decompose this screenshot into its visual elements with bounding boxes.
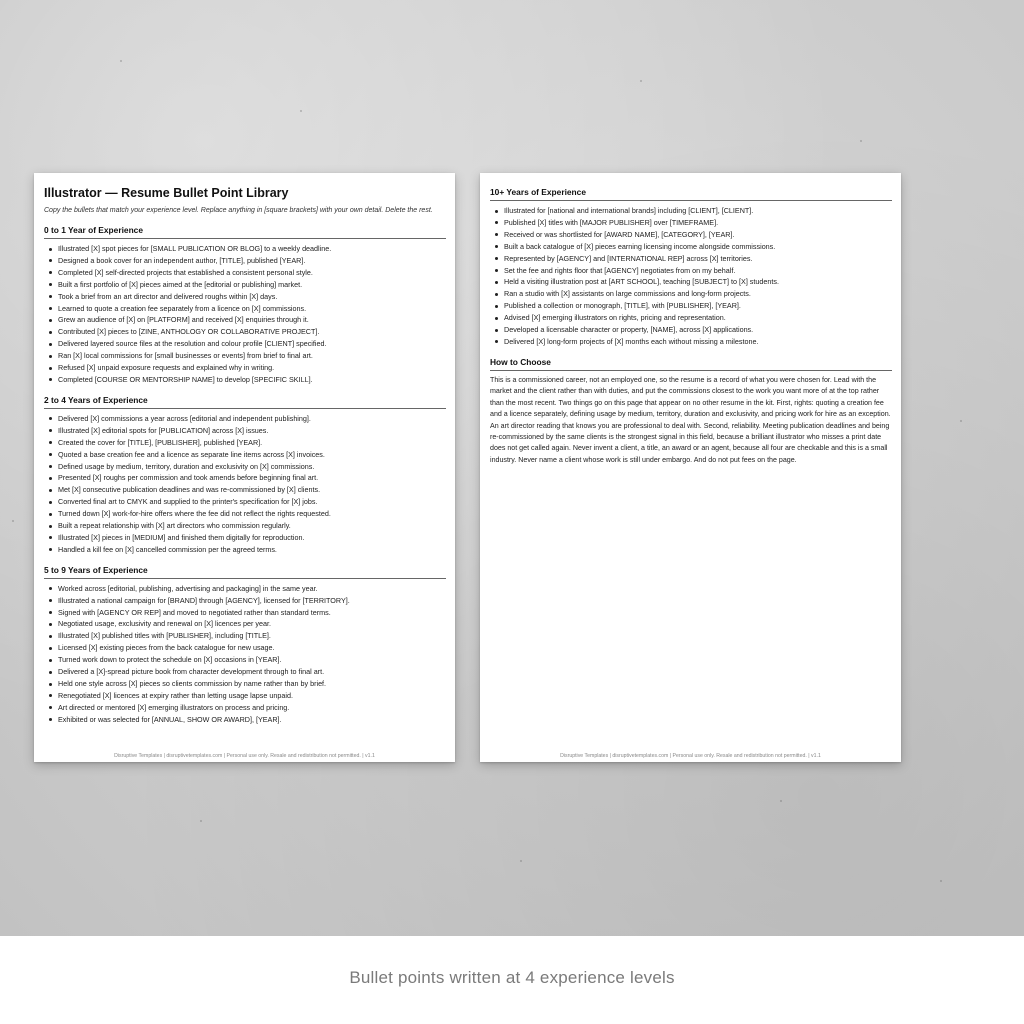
bullet-item: [44, 437, 446, 449]
bullet-text: Held one style across [X] pieces so clients commission by name rather than by brief.: [58, 679, 327, 688]
bullet-dot-icon: [49, 429, 52, 432]
bullet-item: [44, 508, 446, 520]
bullet-item: [44, 714, 446, 726]
bullet-text: Refused [X] unpaid exposure requests and explained why in writing.: [58, 363, 275, 373]
bullet-item: [490, 205, 892, 217]
section-10-plus-years: [490, 187, 892, 348]
bullet-dot-icon: [49, 441, 52, 444]
bullet-text: Illustrated [X] pieces in [MEDIUM] and finished them digitally for reproduction.: [58, 532, 305, 542]
bullet-list: [490, 205, 892, 348]
how-to-choose-section: [490, 357, 892, 466]
bullet-dot-icon: [49, 489, 52, 492]
bullet-item: [44, 267, 446, 279]
bullet-dot-icon: [49, 283, 52, 286]
bullet-text: Built a repeat relationship with [X] art directors who commission regularly.: [58, 521, 291, 531]
bullet-text: Converted final art to CMYK and supplied to the printer's specification for [X] jobs.: [58, 497, 318, 507]
bullet-item: [490, 217, 892, 229]
document-title: Illustrator — Resume Bullet Point Library: [44, 186, 289, 200]
bullet-item: [44, 449, 446, 461]
bullet-dot-icon: [49, 611, 52, 614]
bullet-dot-icon: [49, 513, 52, 516]
bullet-item: [44, 678, 446, 690]
bullet-dot-icon: [49, 548, 52, 551]
bullet-dot-icon: [49, 295, 52, 298]
bullet-item: [44, 461, 446, 473]
bullet-dot-icon: [495, 257, 498, 260]
bullet-text: Delivered [X] commissions a year across [editorial and independent publishing].: [58, 413, 311, 423]
bullet-text: Presented [X] roughs per commission and took amends before beginning final art.: [58, 473, 319, 483]
bullet-item: [44, 630, 446, 642]
bullet-dot-icon: [495, 281, 498, 284]
bullet-dot-icon: [49, 659, 52, 662]
section-2-4-years: [44, 395, 446, 556]
bullet-text: Met [X] consecutive publication deadlines and was re-commissioned by [X] clients.: [58, 485, 321, 495]
bullet-text: Advised [X] emerging illustrators on rights, pricing and representation.: [504, 313, 726, 323]
bullet-item: [490, 276, 892, 288]
bullet-text: Contributed [X] pieces to [ZINE, ANTHOLOGY OR COLLABORATIVE PROJECT].: [58, 327, 320, 337]
bullet-dot-icon: [49, 319, 52, 322]
bullet-dot-icon: [49, 647, 52, 650]
bullet-dot-icon: [49, 706, 52, 709]
bullet-item: [490, 312, 892, 324]
bullet-item: [44, 425, 446, 437]
bullet-text: Published [X] titles with [MAJOR PUBLISHER] over [TIMEFRAME].: [504, 217, 719, 227]
bullet-text: Ran [X] local commissions for [small businesses or events] from brief to final art.: [58, 351, 313, 361]
bullet-dot-icon: [49, 587, 52, 590]
bullet-item: [44, 374, 446, 386]
bullet-item: [44, 303, 446, 315]
bullet-text: Art directed or mentored [X] emerging illustrators on process and pricing.: [58, 702, 290, 712]
bullet-item: [490, 324, 892, 336]
bullet-dot-icon: [49, 525, 52, 528]
bullet-item: [490, 241, 892, 253]
bullet-item: [490, 288, 892, 300]
bullet-item: [44, 702, 446, 714]
texture-speck: [520, 860, 522, 862]
bullet-text: Completed [COURSE OR MENTORSHIP NAME] to develop [SPECIFIC SKILL].: [58, 374, 313, 384]
bullet-dot-icon: [49, 259, 52, 262]
texture-speck: [960, 420, 962, 422]
bullet-item: [44, 326, 446, 338]
bullet-item: [44, 583, 446, 595]
bullet-item: [490, 253, 892, 265]
bullet-dot-icon: [495, 340, 498, 343]
page-footer: Disruptive Templates | disruptivetemplates.com | Personal use only. Resale and redistribution not permitted. | v1.1: [560, 753, 821, 759]
bullet-text: Worked across [editorial, publishing, advertising and packaging] in the same year.: [58, 583, 318, 593]
bullet-text: Quoted a base creation fee and a licence as separate line items across [X] invoices.: [58, 449, 325, 459]
bullet-item: [44, 362, 446, 374]
bullet-text: Completed [X] self-directed projects that established a consistent personal style.: [58, 267, 313, 277]
caption-bar: [0, 936, 1024, 1024]
bullet-item: [44, 666, 446, 678]
bullet-text: Defined usage by medium, territory, duration and exclusivity on [X] commissions.: [58, 461, 315, 471]
bullet-dot-icon: [49, 453, 52, 456]
bullet-dot-icon: [49, 718, 52, 721]
bullet-item: [44, 607, 446, 619]
bullet-item: [490, 265, 892, 277]
bullet-item: [44, 484, 446, 496]
bullet-text: Built a back catalogue of [X] pieces earning licensing income alongside commissions.: [504, 241, 776, 251]
bullet-item: [44, 642, 446, 654]
bullet-text: Illustrated [X] published titles with [PUBLISHER], including [TITLE].: [58, 631, 271, 641]
bullet-dot-icon: [495, 221, 498, 224]
bullet-text: Illustrated [X] spot pieces for [SMALL PUBLICATION OR BLOG] to a weekly deadline.: [58, 244, 332, 253]
resume-page-2: [480, 173, 901, 762]
bullet-dot-icon: [49, 694, 52, 697]
how-to-choose-paragraph: This is a commissioned career, not an employed one, so the resume is a record of what you were chosen for. Lead with the market and the client rather than with duties, and put the commissions closest to the work you want more of at the top rather than the most recent. Two things go on this page that appear on no other resume in the kit. First, rights: quoting a creation fee and a licence separately, defining usage by medium, territory, duration and exclusivity, and pricing work for hire as an exception. An art director reading that knows you are professional to deal with. Second, reliability. Meeting publication deadlines and being re-commissioned by the same clients is the strongest signal in this field, because a brilliant illustrator who misses a print date does not get called again. Never invent a client, a title, an award or an agent, because all four are checkable and this is a small industry. Never name a client whose work is still under embargo. And do not put fees on the page.: [490, 375, 891, 464]
bullet-item: [44, 291, 446, 303]
bullet-text: Ran a studio with [X] assistants on large commissions and long-form projects.: [504, 289, 751, 299]
texture-speck: [780, 800, 782, 802]
image-caption: Bullet points written at 4 experience levels: [349, 968, 675, 987]
bullet-item: [490, 229, 892, 241]
bullet-dot-icon: [49, 331, 52, 334]
bullet-dot-icon: [49, 671, 52, 674]
bullet-dot-icon: [49, 307, 52, 310]
bullet-text: Built a first portfolio of [X] pieces aimed at the [editorial or publishing] market.: [58, 279, 303, 289]
bullet-dot-icon: [49, 417, 52, 420]
bullet-dot-icon: [495, 210, 498, 213]
section-heading: 2 to 4 Years of Experience: [44, 395, 446, 409]
bullet-dot-icon: [49, 271, 52, 274]
texture-speck: [860, 140, 862, 142]
texture-speck: [640, 80, 642, 82]
bullet-dot-icon: [49, 378, 52, 381]
bullet-text: Illustrated a national campaign for [BRAND] through [AGENCY], licensed for [TERRITORY].: [58, 595, 350, 605]
bullet-item: [490, 300, 892, 312]
bullet-item: [44, 255, 446, 267]
bullet-text: Illustrated for [national and international brands] including [CLIENT], [CLIENT].: [504, 206, 754, 215]
bullet-dot-icon: [49, 477, 52, 480]
section-heading: 0 to 1 Year of Experience: [44, 225, 446, 239]
bullet-item: [44, 532, 446, 544]
section-heading: How to Choose: [490, 357, 892, 371]
bullet-text: Licensed [X] existing pieces from the back catalogue for new usage.: [58, 643, 275, 653]
bullet-text: Delivered [X] long-form projects of [X] months each without missing a milestone.: [504, 336, 759, 346]
bullet-dot-icon: [49, 599, 52, 602]
bullet-text: Exhibited or was selected for [ANNUAL, SHOW OR AWARD], [YEAR].: [58, 714, 282, 724]
texture-speck: [200, 820, 202, 822]
texture-speck: [120, 60, 122, 62]
bullet-text: Learned to quote a creation fee separately from a licence on [X] commissions.: [58, 303, 307, 313]
bullet-dot-icon: [495, 317, 498, 320]
bullet-text: Negotiated usage, exclusivity and renewal on [X] licences per year.: [58, 619, 271, 629]
bullet-list: [44, 583, 446, 726]
bullet-text: Published a collection or monograph, [TITLE], with [PUBLISHER], [YEAR].: [504, 301, 741, 311]
section-heading: 5 to 9 Years of Experience: [44, 565, 446, 579]
bullet-text: Signed with [AGENCY OR REP] and moved to negotiated rather than standard terms.: [58, 607, 331, 617]
bullet-text: Held a visiting illustration post at [ART SCHOOL], teaching [SUBJECT] to [X] students.: [504, 277, 779, 287]
bullet-text: Set the fee and rights floor that [AGENCY] negotiates from on my behalf.: [504, 265, 736, 275]
bullet-dot-icon: [49, 623, 52, 626]
bullet-text: Delivered layered source files at the resolution and colour profile [CLIENT] specified.: [58, 339, 327, 349]
bullet-dot-icon: [495, 245, 498, 248]
bullet-item: [44, 243, 446, 255]
bullet-dot-icon: [49, 355, 52, 358]
bullet-text: Grew an audience of [X] on [PLATFORM] and received [X] enquiries through it.: [58, 315, 309, 325]
texture-speck: [12, 520, 14, 522]
bullet-text: Developed a licensable character or property, [NAME], across [X] applications.: [504, 325, 754, 335]
bullet-text: Took a brief from an art director and delivered roughs within [X] days.: [58, 291, 278, 301]
texture-speck: [300, 110, 302, 112]
bullet-dot-icon: [49, 367, 52, 370]
bullet-text: Handled a kill fee on [X] cancelled commission per the agreed terms.: [58, 544, 277, 554]
bullet-text: Illustrated [X] editorial spots for [PUBLICATION] across [X] issues.: [58, 425, 269, 435]
bullet-list: [44, 413, 446, 556]
bullet-text: Delivered a [X]-spread picture book from character development through to final art.: [58, 667, 325, 677]
bullet-item: [44, 618, 446, 630]
bullet-text: Created the cover for [TITLE], [PUBLISHER], published [YEAR].: [58, 437, 263, 447]
bullet-dot-icon: [49, 343, 52, 346]
bullet-item: [44, 472, 446, 484]
bullet-list: [44, 243, 446, 386]
resume-page-1: [34, 173, 455, 762]
document-intro: Copy the bullets that match your experience level. Replace anything in [square brackets] with your own detail. Delete the rest.: [44, 207, 433, 214]
bullet-dot-icon: [49, 635, 52, 638]
section-heading: 10+ Years of Experience: [490, 187, 892, 201]
bullet-item: [44, 413, 446, 425]
bullet-text: Turned work down to protect the schedule on [X] occasions in [YEAR].: [58, 655, 282, 665]
bullet-dot-icon: [49, 536, 52, 539]
bullet-item: [44, 690, 446, 702]
bullet-item: [44, 595, 446, 607]
bullet-item: [44, 350, 446, 362]
page-footer: Disruptive Templates | disruptivetemplates.com | Personal use only. Resale and redistribution not permitted. | v1.1: [114, 753, 375, 759]
bullet-text: Renegotiated [X] licences at expiry rather than letting usage lapse unpaid.: [58, 690, 293, 700]
bullet-item: [44, 654, 446, 666]
section-0-1-years: [44, 225, 446, 386]
bullet-item: [44, 279, 446, 291]
bullet-item: [44, 338, 446, 350]
bullet-item: [44, 496, 446, 508]
bullet-dot-icon: [495, 293, 498, 296]
bullet-dot-icon: [495, 233, 498, 236]
texture-speck: [940, 880, 942, 882]
bullet-dot-icon: [495, 329, 498, 332]
bullet-item: [44, 520, 446, 532]
bullet-dot-icon: [495, 269, 498, 272]
bullet-dot-icon: [49, 683, 52, 686]
bullet-dot-icon: [49, 465, 52, 468]
bullet-item: [44, 544, 446, 556]
bullet-text: Represented by [AGENCY] and [INTERNATIONAL REP] across [X] territories.: [504, 253, 753, 263]
section-5-9-years: [44, 565, 446, 726]
bullet-item: [44, 314, 446, 326]
bullet-dot-icon: [49, 248, 52, 251]
bullet-text: Designed a book cover for an independent author, [TITLE], published [YEAR].: [58, 255, 306, 265]
bullet-dot-icon: [495, 305, 498, 308]
bullet-text: Turned down [X] work-for-hire offers where the fee did not reflect the rights requested.: [58, 509, 331, 519]
bullet-item: [490, 336, 892, 348]
bullet-text: Received or was shortlisted for [AWARD NAME], [CATEGORY], [YEAR].: [504, 229, 735, 239]
bullet-dot-icon: [49, 501, 52, 504]
